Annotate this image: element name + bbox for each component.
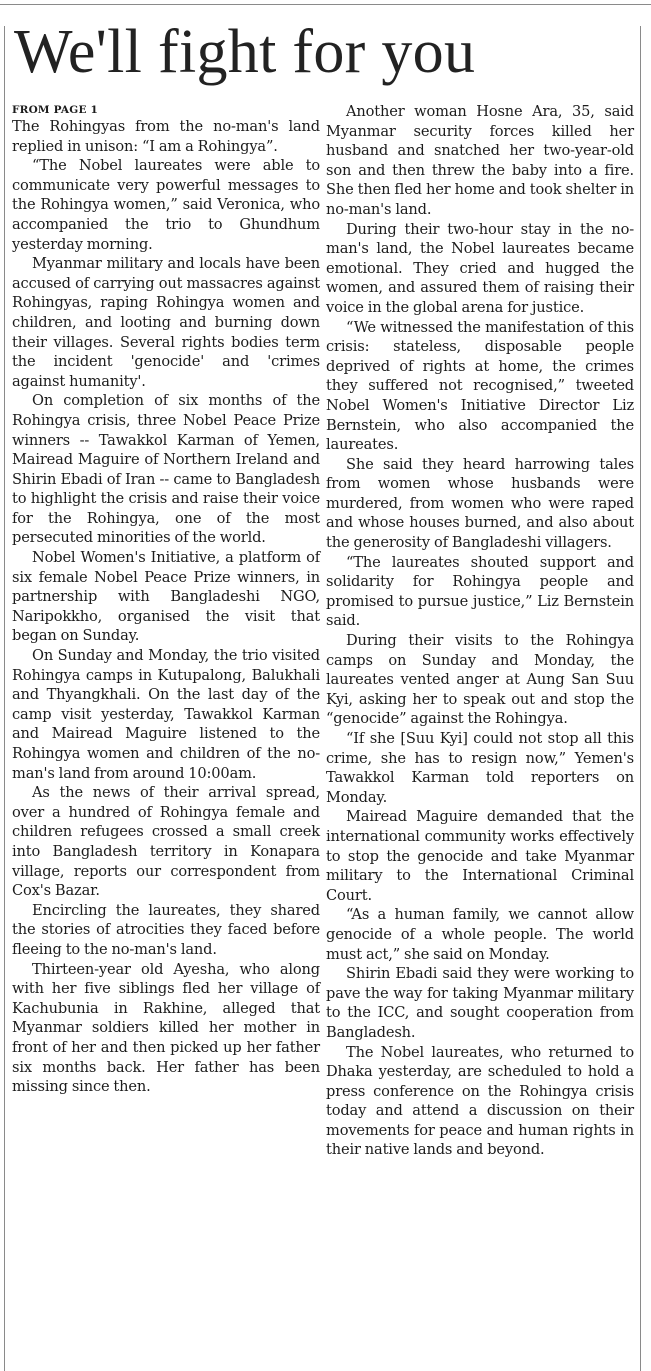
- left-column-rule: [4, 26, 5, 1371]
- paragraph: Myanmar military and locals have been accused of carrying out massacres against Rohingyas, raping Rohingya women and children, and looting and burning down their villages. Several rights bodies term the incident 'genocide' and 'crimes against humanity'.: [12, 255, 320, 390]
- paragraph: “As a human family, we cannot allow genocide of a whole people. The world must act,” she said on Monday.: [326, 906, 634, 963]
- top-rule: [0, 4, 651, 5]
- paragraph: Thirteen-year old Ayesha, who along with her five siblings fled her village of Kachubunia in Rakhine, alleged that Myanmar soldiers killed her mother in front of her and then picked up her father six months back. Her father has been missing since then.: [12, 960, 320, 1096]
- paragraph: Nobel Women's Initiative, a platform of six female Nobel Peace Prize winners, in partnership with Bangladeshi NGO, Naripokkho, organised the visit that began on Sunday.: [12, 549, 320, 645]
- left-column: [12, 103, 320, 1097]
- headline: We'll fight for you: [14, 18, 476, 86]
- paragraph: On completion of six months of the Rohingya crisis, three Nobel Peace Prize winners -- Tawakkol Karman of Yemen, Mairead Maguire of Northern Ireland and Shirin Ebadi of Iran -- came to Bangladesh to highlight the crisis and raise their voice for the Rohingya, one of the most persecuted minorities of the world.: [12, 392, 320, 547]
- paragraph: “If she [Suu Kyi] could not stop all this crime, she has to resign now,” Yemen's Tawakkol Karman told reporters on Monday.: [326, 730, 634, 806]
- paragraph: Mairead Maguire demanded that the international community works effectively to stop the genocide and take Myanmar military to the International Criminal Court.: [326, 808, 634, 904]
- right-column-rule: [640, 26, 641, 1371]
- paragraph: “The Nobel laureates were able to communicate very powerful messages to the Rohingya women,” said Veronica, who accompanied the trio to Ghundhum yesterday morning.: [12, 157, 320, 253]
- jump-label: FROM PAGE 1: [12, 104, 99, 116]
- paragraph: Encircling the laureates, they shared the stories of atrocities they faced before fleeing to the no-man's land.: [12, 901, 320, 958]
- right-column: [326, 102, 634, 1160]
- paragraph: “The laureates shouted support and solidarity for Rohingya people and promised to pursue justice,” Liz Bernstein said.: [326, 553, 634, 630]
- paragraph: Another woman Hosne Ara, 35, said Myanmar security forces killed her husband and snatched her two-year-old son and then threw the baby into a fire. She then fled her home and took shelter in no-man's land.: [326, 103, 634, 218]
- paragraph: On Sunday and Monday, the trio visited Rohingya camps in Kutupalong, Balukhali and Thyangkhali. On the last day of the camp visit yesterday, Tawakkol Karman and Mairead Maguire listened to the Rohingya women and children of the no-man's land from around 10:00am.: [12, 647, 320, 782]
- paragraph: Shirin Ebadi said they were working to pave the way for taking Myanmar military to the ICC, and sought cooperation from Bangladesh.: [326, 965, 634, 1041]
- paragraph: As the news of their arrival spread, over a hundred of Rohingya female and children refugees crossed a small creek into Bangladesh territory in Konapara village, reports our correspondent from Cox's Bazar.: [12, 784, 320, 900]
- paragraph: During their two-hour stay in the no-man's land, the Nobel laureates became emotional. They cried and hugged the women, and assured them of raising their voice in the global arena for justice.: [326, 220, 634, 316]
- paragraph: She said they heard harrowing tales from women whose husbands were murdered, from women who were raped and whose houses burned, and also about the generosity of Bangladeshi villagers.: [326, 455, 634, 552]
- paragraph: During their visits to the Rohingya camps on Sunday and Monday, the laureates vented anger at Aung San Suu Kyi, asking her to speak out and stop the “genocide” against the Rohingya.: [326, 632, 634, 728]
- paragraph: “We witnessed the manifestation of this crisis: stateless, disposable people deprived of rights at home, the crimes they suffered not recognised,” tweeted Nobel Women's Initiative Director Liz Bernstein, who also accompanied the laureates.: [326, 318, 634, 454]
- paragraph: The Rohingyas from the no-man's land replied in unison: “I am a Rohingya”.: [12, 118, 320, 155]
- paragraph: The Nobel laureates, who returned to Dhaka yesterday, are scheduled to hold a press conference on the Rohingya crisis today and attend a discussion on their movements for peace and human rights in their native lands and beyond.: [326, 1043, 634, 1159]
